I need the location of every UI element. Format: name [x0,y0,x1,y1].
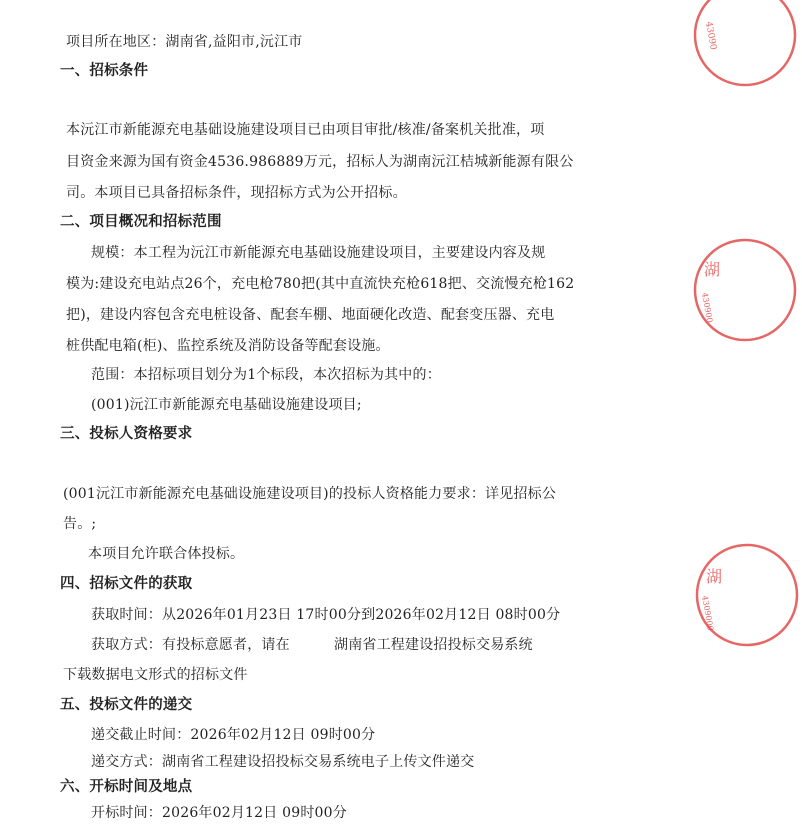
section-heading-1: 一、招标条件 [60,63,149,79]
paragraph-line: 模为:建设充电站点26个，充电枪780把(其中直流快充枪618把、交流慢充枪162 [66,276,575,292]
red-seal-stamp [690,235,800,345]
paragraph-line-cropped: 桩供配电箱(柜)、监控系统及消防设备等配套设施。 [66,338,390,354]
section-heading-2: 二、项目概况和招标范围 [60,214,222,230]
section-heading-6: 六、开标时间及地点 [60,779,193,795]
consortium-line: 本项目允许联合体投标。 [88,546,245,562]
acquisition-method: 获取方式：有投标意愿者，请在 [91,637,290,653]
red-seal-stamp [690,0,800,90]
acquisition-time: 获取时间：从2026年01月23日 17时00分到2026年02月12日 08时00分 [91,607,561,623]
scope-line: 范围：本招标项目划分为1个标段，本次招标为其中的： [91,367,441,383]
paragraph-line: 规模：本工程为沅江市新能源充电基础设施建设项目，主要建设内容及规 [91,245,546,261]
section-heading-4: 四、招标文件的获取 [60,576,193,592]
submission-method: 递交方式：湖南省工程建设招投标交易系统电子上传文件递交 [91,754,475,770]
seal-char: 湖 [704,260,721,279]
seal-ring [695,240,795,340]
seal-char: 湖 [706,567,723,586]
paragraph-line: 司。本项目已具备招标条件，现招标方式为公开招标。 [66,185,407,201]
paragraph-line: 本沅江市新能源充电基础设施建设项目已由项目审批/核准/备案机关批准，项 [66,122,545,138]
paragraph-line: 告。; [63,516,97,532]
paragraph-line: 下载数据电文形式的招标文件 [63,667,248,683]
project-location: 项目所在地区：湖南省,益阳市,沅江市 [66,34,303,50]
seal-number: 4309000 [700,594,716,632]
trading-system-name: 湖南省工程建设招投标交易系统 [334,637,533,653]
submission-deadline: 递交截止时间：2026年02月12日 09时00分 [91,727,376,743]
paragraph-line: 把)，建设内容包含充电桩设备、配套车棚、地面硬化改造、配套变压器、充电 [66,307,555,323]
opening-time: 开标时间：2026年02月12日 09时00分 [91,805,347,821]
section-heading-5: 五、投标文件的递交 [60,697,193,713]
section-item-line: (001)沅江市新能源充电基础设施建设项目; [91,397,362,413]
red-seal-stamp [692,540,802,650]
paragraph-line: (001沅江市新能源充电基础设施建设项目)的投标人资格能力要求：详见招标公 [63,486,557,502]
seal-number: 43090 [703,20,718,51]
section-heading-3: 三、投标人资格要求 [60,426,193,442]
seal-number: 430900 [700,291,715,324]
paragraph-line: 目资金来源为国有资金4536.986889万元，招标人为湖南沅江桔城新能源有限公 [66,154,574,170]
